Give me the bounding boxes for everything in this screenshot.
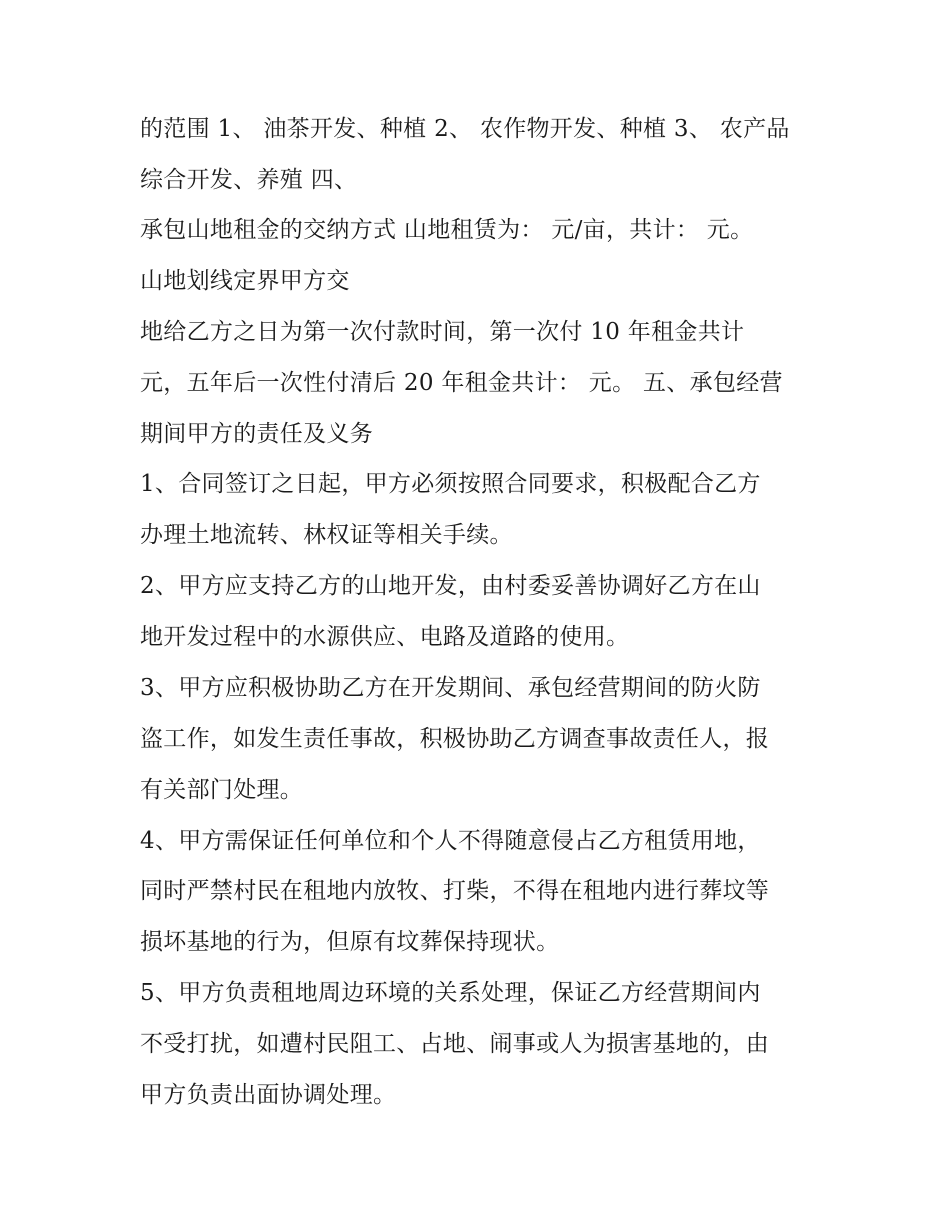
text-line: 1、合同签订之日起，甲方必须按照合同要求，积极配合乙方 (140, 471, 761, 497)
text-line: 有关部门处理。 (140, 777, 304, 803)
text-line: 的范围 1、 油茶开发、种植 2、 农作物开发、种植 3、 农产品 (140, 116, 790, 142)
text-line: 山地划线定界甲方交 (140, 268, 350, 294)
text-line: 盗工作，如发生责任事故，积极协助乙方调查事故责任人，报 (140, 726, 770, 752)
text-line: 承包山地租金的交纳方式 山地租赁为： 元/亩，共计： 元。 (140, 217, 754, 243)
text-line: 同时严禁村民在租地内放牧、打柴，不得在租地内进行葬坟等 (140, 878, 770, 904)
text-line: 4、甲方需保证任何单位和个人不得随意侵占乙方租赁用地， (140, 828, 761, 854)
text-line: 3、甲方应积极协助乙方在开发期间、承包经营期间的防火防 (140, 675, 761, 701)
text-line: 不受打扰，如遭村民阻工、占地、闹事或人为损害基地的，由 (140, 1031, 770, 1057)
text-line: 办理土地流转、林权证等相关手续。 (140, 522, 513, 548)
text-line: 地给乙方之日为第一次付款时间，第一次付 10 年租金共计 (140, 319, 745, 345)
text-line: 元，五年后一次性付清后 20 年租金共计： 元。 五、承包经营 (140, 370, 783, 396)
text-line: 2、甲方应支持乙方的山地开发，由村委妥善协调好乙方在山 (140, 573, 761, 599)
text-line: 5、甲方负责租地周边环境的关系处理，保证乙方经营期间内 (140, 980, 761, 1006)
text-line: 损坏基地的行为，但原有坟葬保持现状。 (140, 929, 560, 955)
text-line: 地开发过程中的水源供应、电路及道路的使用。 (140, 624, 630, 650)
text-line: 甲方负责出面协调处理。 (140, 1082, 397, 1108)
text-line: 综合开发、养殖 四、 (140, 167, 358, 193)
section-heading: 期间甲方的责任及义务 (140, 421, 373, 447)
